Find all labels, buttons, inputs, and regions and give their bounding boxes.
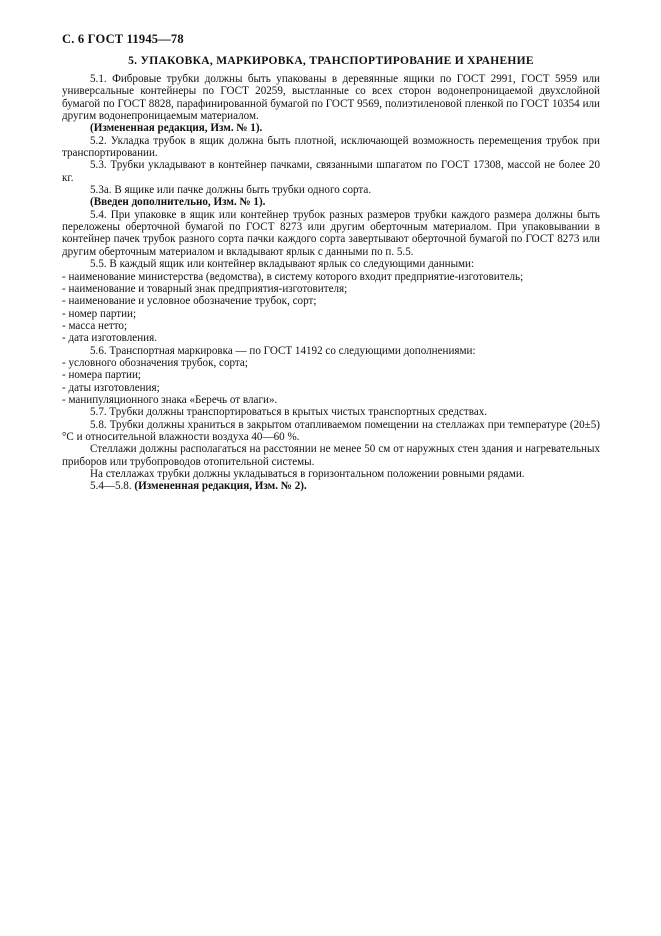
list-item: - манипуляционного знака «Беречь от влаги». [62, 393, 278, 406]
paragraph-5-3a: 5.3а. В ящике или пачке должны быть трубки одного сорта. [90, 184, 372, 197]
paragraph-5-7: 5.7. Трубки должны транспортироваться в крытых чистых транспортных средствах. [90, 406, 488, 419]
list-item: - дата изготовления. [62, 332, 157, 345]
list-item: - наименование министерства (ведомства), в систему которого входит предприятие-изготовитель; [62, 270, 524, 283]
amendment-note-3 [62, 480, 600, 492]
list-item: - даты изготовления; [62, 381, 160, 394]
amendment-text: (Измененная редакция, Изм. № 2). [134, 480, 307, 493]
section-title: 5. УПАКОВКА, МАРКИРОВКА, ТРАНСПОРТИРОВАНИЕ И ХРАНЕНИЕ [128, 55, 534, 67]
amendment-note-2: (Введен дополнительно, Изм. № 1). [90, 196, 266, 209]
paragraph-5-8-racks: Стеллажи должны располагаться на расстоянии не менее 50 см от наружных стен здания и нагревательных приборов или трубопроводов отопительной системы. [62, 443, 600, 468]
list-item: - номера партии; [62, 369, 141, 382]
paragraph-5-8-stacking: На стеллажах трубки должны укладываться в горизонтальном положении ровными рядами. [90, 468, 525, 480]
amendment-range: 5.4—5.8. [90, 480, 132, 493]
list-item: - масса нетто; [62, 319, 128, 332]
section-body [62, 73, 600, 493]
list-item: - условного обозначения трубок, сорта; [62, 356, 248, 369]
list-item: - наименование и товарный знак предприятия-изготовителя; [62, 282, 348, 295]
paragraph-5-1: 5.1. Фибровые трубки должны быть упакованы в деревянные ящики по ГОСТ 2991, ГОСТ 5959 или универсальные контейнеры по ГОСТ 20259, выстланные со всех сторон водонепроницаемой двухслойной бумагой по ГОСТ 8828, парафинированной бумагой по ГОСТ 9569, полиэтиленовой пленкой по ГОСТ 10354 или другим водонепроницаемым материалом. [62, 73, 600, 123]
page-header: С. 6 ГОСТ 11945—78 [62, 32, 184, 46]
list-item: - номер партии; [62, 307, 137, 320]
paragraph-5-8: 5.8. Трубки должны храниться в закрытом отапливаемом помещении на стеллажах при температуре (20±5) °С и относительной влажности воздуха 40—60 %. [62, 418, 600, 443]
list-item: - наименование и условное обозначение трубок, сорт; [62, 295, 317, 308]
paragraph-5-5: 5.5. В каждый ящик или контейнер вкладывают ярлык со следующими данными: [90, 258, 475, 271]
paragraph-5-4: 5.4. При упаковке в ящик или контейнер трубок разных размеров трубки каждого размера должны быть переложены оберточной бумагой по ГОСТ 8273 или другим оберточным материалом. При упаковывании в контейнер пачек трубок разного сорта пачки каждого сорта завертывают оберточной бумагой по ГОСТ 8273 или другим оберточным материалом и вкладывают ярлык с данными по п. 5.5. [62, 208, 600, 258]
paragraph-5-3: 5.3. Трубки укладывают в контейнер пачками, связанными шпагатом по ГОСТ 17308, массой не более 20 кг. [62, 159, 600, 184]
paragraph-5-6: 5.6. Транспортная маркировка — по ГОСТ 14192 со следующими дополнениями: [90, 344, 476, 357]
amendment-note-1: (Измененная редакция, Изм. № 1). [90, 122, 263, 135]
paragraph-5-2: 5.2. Укладка трубок в ящик должна быть плотной, исключающей возможность перемещения трубок при транспортировании. [62, 134, 600, 160]
